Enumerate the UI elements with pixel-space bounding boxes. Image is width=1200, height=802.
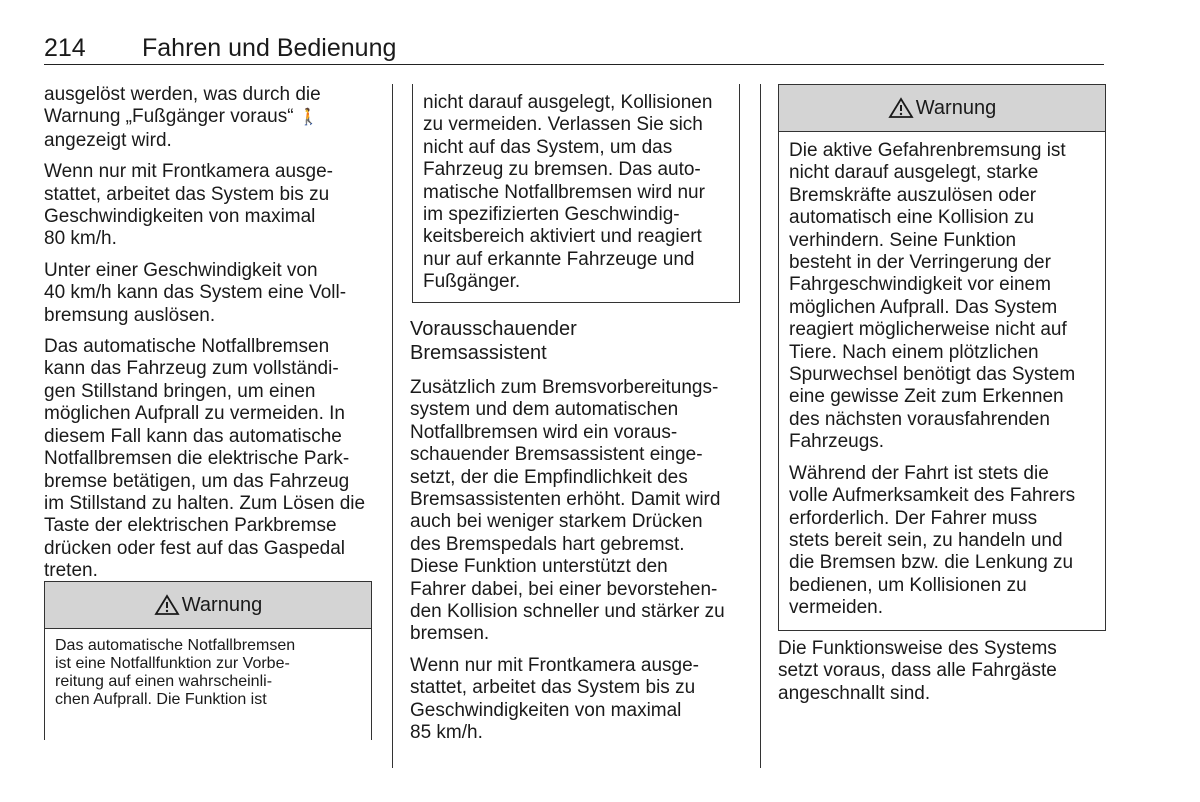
warning-header	[45, 582, 371, 629]
warning-text: Die aktive Gefahrenbremsung ist nicht darauf ausgelegt, starke Bremskräfte auszulösen oder automatisch eine Kollision zu verhindern. Seine Funktion besteht in der Verringerung der Fahrgeschwindigkeit vor einem möglichen Aufprall. Das System reagiert möglicherweise nicht auf Tiere. Nach einem plötzlichen Spurwechsel benötigt das System eine gewisse Zeit zum Erkennen des nächsten vorausfahrenden Fahrzeugs.	[789, 140, 1076, 453]
warning-box	[778, 84, 1106, 631]
warning-text: Das automatische Notfallbremsen ist eine Notfallfunktion zur Vorbe- reitung auf einen wahrscheinli- chen Aufprall. Die Funktion ist	[55, 637, 296, 708]
paragraph: Unter einer Geschwindigkeit von 40 km/h kann das System eine Voll- bremsung auslösen.	[44, 259, 347, 326]
paragraph-text: ausgelöst werden, was durch die Warnung „Fußgänger voraus“	[44, 84, 321, 128]
column-divider	[392, 84, 393, 768]
warning-body	[779, 132, 1105, 630]
warning-header	[779, 85, 1105, 132]
warning-body	[413, 84, 739, 304]
warning-text: Während der Fahrt ist stets die volle Aufmerksamkeit des Fahrers erforderlich. Der Fahrer muss stets bereit sein, zu handeln und die Bremsen bzw. die Lenkung zu bedienen, um Kollisionen zu vermeiden.	[789, 462, 1076, 619]
paragraph-text: angezeigt wird.	[44, 129, 172, 151]
warning-triangle-icon	[888, 97, 914, 119]
pedestrian-icon: 🚶	[298, 109, 319, 127]
paragraph: Wenn nur mit Frontkamera ausge- stattet, arbeitet das System bis zu Geschwindigkeiten von maximal 80 km/h.	[44, 161, 333, 250]
section-title: Fahren und Bedienung	[142, 34, 397, 62]
warning-title: Warnung	[181, 593, 263, 616]
paragraph	[44, 84, 374, 152]
column-3-text	[778, 638, 1108, 705]
paragraph: Wenn nur mit Frontkamera ausge- stattet, arbeitet das System bis zu Geschwindigkeiten von maximal 85 km/h.	[410, 654, 699, 744]
warning-box	[44, 581, 372, 740]
warning-title: Warnung	[915, 96, 997, 119]
warning-box-continuation	[412, 84, 740, 303]
page-number: 214	[44, 34, 86, 62]
warning-text: nicht darauf ausgelegt, Kollisionen zu vermeiden. Verlassen Sie sich nicht auf das System, um das Fahrzeug zu bremsen. Das auto- matische Notfallbremsen wird nur im spezifizierten Geschwindig- keitsbereich aktiviert und reagiert nur auf erkannte Fahrzeuge und Fußgänger.	[423, 92, 713, 293]
warning-body	[45, 629, 371, 719]
warning-triangle-icon	[154, 594, 180, 616]
column-2	[410, 317, 750, 754]
paragraph: Die Funktionsweise des Systems setzt voraus, dass alle Fahrgäste angeschnallt sind.	[778, 638, 1057, 704]
column-divider	[760, 84, 761, 768]
column-1	[44, 84, 374, 592]
paragraph: Zusätzlich zum Bremsvorbereitungs- system und dem automatischen Notfallbremsen wird ein voraus- schauender Bremsassistent einge- setzt, der die Empfindlichkeit des Bremsassistenten erhöht. Damit wird auch bei weniger starkem Drücken des Bremspedals hart gebremst. Diese Funktion unterstützt den Fahrer dabei, bei einer bevorstehen- den Kollision schneller und stärker zu bremsen.	[410, 377, 725, 645]
page-header	[44, 34, 1104, 65]
subheading: Vorausschauender Bremsassistent	[410, 318, 577, 364]
paragraph: Das automatische Notfallbremsen kann das Fahrzeug zum vollständi- gen Stillstand bringen, um einen möglichen Aufprall zu vermeiden. In diesem Fall kann das automatische Notfallbremsen die elektrische Park- bremse betätigen, um das Fahrzeug im Stillstand zu halten. Zum Lösen die Taste der elektrischen Parkbremse drücken oder fest auf das Gaspedal treten.	[44, 336, 366, 582]
